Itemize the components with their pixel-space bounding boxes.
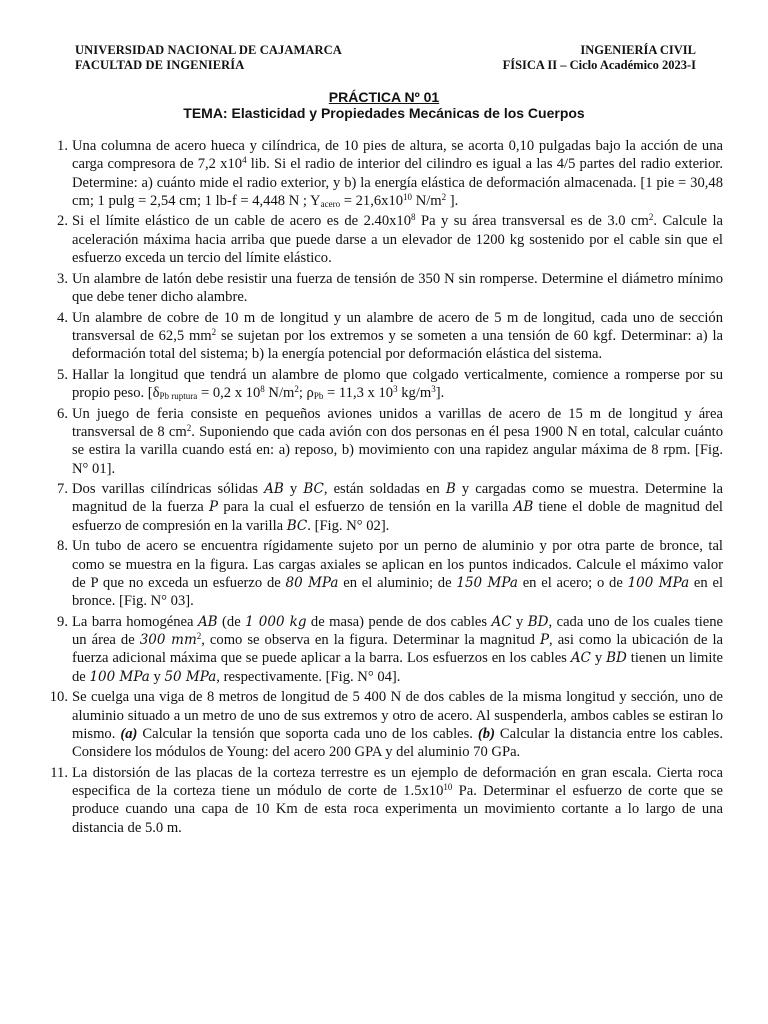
problem-number: 3. bbox=[57, 270, 68, 287]
problem-item bbox=[45, 137, 723, 210]
university-name: UNIVERSIDAD NACIONAL DE CAJAMARCA bbox=[75, 43, 342, 57]
faculty-name: FACULTAD DE INGENIERÍA bbox=[75, 57, 245, 72]
problem-item bbox=[45, 613, 723, 686]
problem-item bbox=[45, 480, 723, 535]
problem-text: Un alambre de latón debe resistir una fuerza de tensión de 350 N sin romperse. Determine el diámetro mínimo que debe tener dicho alambre. bbox=[72, 270, 723, 305]
problem-text: Una columna de acero hueca y cilíndrica, de 10 pies de altura, se acorta 0,10 pulgadas bajo la acción de una carga compresora de 7,2 $x10^4$ lib. Si el radio de interior del cilindro es igual a las 4/5 partes del radio exterior. Determine: a) cuánto mide el radio exterior, y b) la energía elástica de deformación almacenada. [1 pie = 30,48 cm; 1 pulg = 2,54 cm; 1 lb-f = 4,448 N ; $Y_{acero} = 21,6x10^{10}$ $N/m^2$ ]. bbox=[72, 138, 723, 209]
problem-number: 1. bbox=[57, 138, 68, 154]
problem-number: 5. bbox=[57, 366, 68, 383]
course-name: FÍSICA II – Ciclo Académico 2023-I bbox=[502, 57, 696, 72]
problem-number: 4. bbox=[57, 309, 68, 326]
problem-text: Si el límite elástico de un cable de acero es de $2.40x10^8$ Pa y su área transversal es de 3.0 $cm^2$. Calcule la aceleración máxima hacia arriba que puede darse a un elevador de 1200 kg sostenido por el cable sin que el esfuerzo exceda un tercio del límite elástico. bbox=[72, 212, 723, 267]
problem-text: Un juego de feria consiste en pequeños aviones unidos a varillas de acero de 15 m de longitud y área transversal de 8 $cm^2$. Suponiendo que cada avión con dos personas en él pesa 1900 N en total, calcular cuánto se estira la varilla cuando está en: a) reposo, b) movimiento con una rapidez angular máxima de 8 rpm. [Fig. N° 01]. bbox=[72, 405, 724, 477]
problem-text: Hallar la longitud que tendrá un alambre de plomo que colgado verticalmente, comience a romperse por su propio peso. [$\delta_{Pb ruptura} = 0,2$ x $10^8$ $N/m^2$; $\rho_{Pb} = 11,3$ x $10^3$ $kg/m^3$]. bbox=[72, 366, 723, 402]
page-title: PRÁCTICA Nº 01 bbox=[328, 89, 440, 105]
problem-number: 10. bbox=[49, 689, 68, 706]
problem-item bbox=[45, 270, 723, 307]
problem-number: 2. bbox=[57, 213, 68, 230]
problem-item bbox=[45, 212, 723, 267]
problem-number: 6. bbox=[57, 405, 68, 422]
problem-item bbox=[45, 764, 723, 837]
problem-number: 9. bbox=[57, 613, 68, 630]
problem-text: Dos varillas cilíndricas sólidas AB y BC, están soldadas en B y cargadas como se muestra. Determine la magnitud de la fuerza P para la cual el esfuerzo de tensión en la varilla AB tiene el doble de magnitud del esfuerzo de compresión en la varilla BC. [Fig. N° 02]. bbox=[72, 481, 724, 534]
problem-item bbox=[45, 366, 723, 403]
problem-item bbox=[45, 688, 723, 761]
program-name: INGENIERÍA CIVIL bbox=[580, 43, 696, 57]
problem-text: La barra homogénea AB (de 1 000 kg de masa) pende de dos cables AC y BD, cada uno de los cuales tiene un área de 300 $mm^2$, como se observa en la figura. Determinar la magnitud P, asi como la ubicación de la fuerza adicional máxima que se puede aplicar a la barra. Los esfuerzos en los cables AC y BD tienen un limite de 100 MPa y 50 MPa, respectivamente. [Fig. N° 04]. bbox=[72, 613, 724, 685]
problem-text: Un tubo de acero se encuentra rígidamente sujeto por un perno de aluminio y por otra parte de bronce, tal como se muestra en la figura. Las cargas axiales se aplican en los puntos indicados. Calcule el máximo valor de P que no exceda un esfuerzo de 80 MPa en el aluminio; de 150 MPa en el acero; o de 100 MPa en el bronce. [Fig. N° 03]. bbox=[72, 538, 723, 610]
problem-number: 7. bbox=[57, 481, 68, 498]
problem-text: Un alambre de cobre de 10 m de longitud y un alambre de acero de 5 m de longitud, cada uno de sección transversal de 62,5 $mm^2$ se sujetan por los extremos y se someten a una tensión de 60 kgf. Determinar: a) la deformación total del sistema; b) la energía potencial por deformación elástica del sistema. bbox=[72, 309, 723, 363]
problem-number: 11. bbox=[50, 764, 68, 781]
header-left bbox=[75, 43, 342, 72]
problem-list bbox=[45, 137, 723, 839]
problem-item bbox=[45, 405, 723, 478]
problem-item bbox=[45, 309, 723, 364]
problem-text: Se cuelga una viga de 8 metros de longitud de 5 400 N de dos cables de la misma longitud y sección, uno de aluminio situado a un metro de uno de sus extremos y otro de acero. Al suspenderla, ambos cables se estiran lo mismo. (a) Calcular la tensión que soporta cada uno de los cables. (b) Calcular la distancia entre los cables. Considere los módulos de Young: del acero 200 GPA y del aluminio 70 GPa. bbox=[72, 689, 723, 761]
page-subtitle: TEMA: Elasticidad y Propiedades Mecánicas de los Cuerpos bbox=[183, 105, 585, 121]
problem-number: 8. bbox=[57, 538, 68, 555]
problem-text: La distorsión de las placas de la corteza terrestre es un ejemplo de deformación en gran escala. Cierta roca especifica de la corteza tiene un módulo de corte de $1.5x10^{10}$ Pa. Determinar el esfuerzo de corte que se produce cuando una capa de 10 Km de esta roca experimenta un movimiento cortante a lo largo de una distancia de 5.0 m. bbox=[72, 764, 723, 836]
header-right bbox=[503, 43, 696, 72]
problem-item bbox=[45, 537, 723, 610]
